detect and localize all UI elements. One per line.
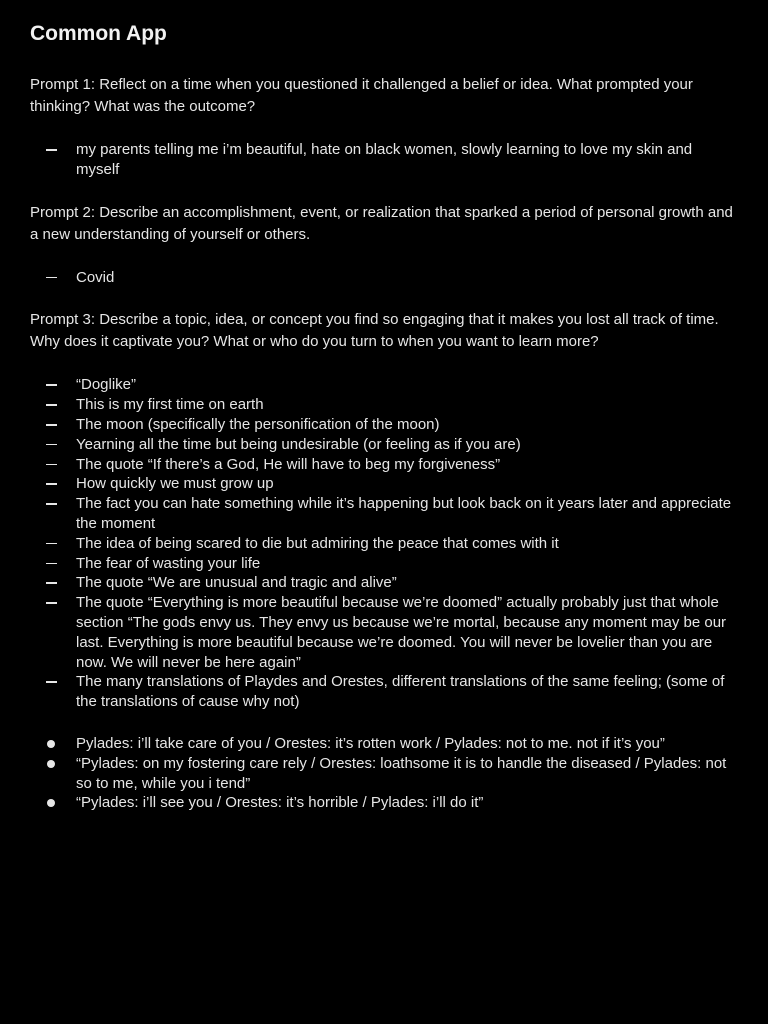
list-item-text: Covid [76,268,115,286]
list-item[interactable] [30,474,738,494]
note-title[interactable]: Common App [30,22,167,45]
list-item-text: The idea of being scared to die but admiring the peace that comes with it [76,534,559,552]
list-item-text: The many translations of Playdes and Orestes, different translations of the same feeling; (some of the translations of cause why not) [76,673,725,711]
list-item-text: The quote “Everything is more beautiful because we’re doomed” actually probably just that whole section “The gods envy us. They envy us because we’re mortal, because any moment may be our last. Everything is more beautiful because we’re doomed. You will never be lovelier than you are now. We will never be here again” [76,594,727,671]
list-item[interactable] [30,593,738,672]
list-item[interactable] [30,415,738,435]
list-item-text: “Pylades: i’ll see you / Orestes: it’s horrible / Pylades: i’ll do it” [76,794,484,812]
list-item[interactable] [30,455,738,475]
list-item-text: The quote “If there’s a God, He will have to beg my forgiveness” [76,455,501,473]
list-item[interactable] [30,554,738,574]
list-item[interactable] [30,672,738,712]
list-item-text: The moon (specifically the personification of the moon) [76,415,440,433]
list-item-text: The quote “We are unusual and tragic and alive” [76,574,397,592]
list-item[interactable] [30,140,738,180]
list-item[interactable] [30,494,738,534]
list-item[interactable] [30,754,738,794]
list-item-text: “Doglike” [76,376,137,394]
prompt-2-text[interactable]: Prompt 2: Describe an accomplishment, event, or realization that sparked a period of personal growth and a new understanding of yourself or others. [30,203,733,243]
list-item-text: This is my first time on earth [76,396,264,414]
list-item-text: Yearning all the time but being undesirable (or feeling as if you are) [76,435,521,453]
list-item-text: How quickly we must grow up [76,475,274,493]
list-item[interactable] [30,534,738,554]
list-item-text: “Pylades: on my fostering care rely / Orestes: loathsome it is to handle the diseased / Pylades: not so to me, while you i tend” [76,754,727,792]
prompt-3-text[interactable]: Prompt 3: Describe a topic, idea, or concept you find so engaging that it makes you lost all track of time. Why does it captivate you? What or who do you turn to when you want to learn more? [30,311,719,351]
prompt-1-text[interactable]: Prompt 1: Reflect on a time when you questioned it challenged a belief or idea. What prompted your thinking? What was the outcome? [30,76,693,115]
list-item-text: The fear of wasting your life [76,554,261,572]
list-item[interactable] [30,375,738,395]
prompt-3-notes [30,375,738,712]
list-item[interactable] [30,573,738,593]
list-item-text: my parents telling me i’m beautiful, hate on black women, slowly learning to love my skin and myself [76,141,693,178]
list-item[interactable] [30,268,738,288]
list-item[interactable] [30,793,738,813]
prompt-3-quotes [30,734,738,813]
list-item-text: The fact you can hate something while it’s happening but look back on it years later and appreciate the moment [76,495,732,532]
prompt-2-notes [30,268,738,288]
list-item-text: Pylades: i’ll take care of you / Orestes: it’s rotten work / Pylades: not to me. not if it’s you” [76,734,665,752]
list-item[interactable] [30,395,738,415]
list-item[interactable] [30,435,738,455]
prompt-1-notes [30,140,738,180]
list-item[interactable] [30,734,738,754]
